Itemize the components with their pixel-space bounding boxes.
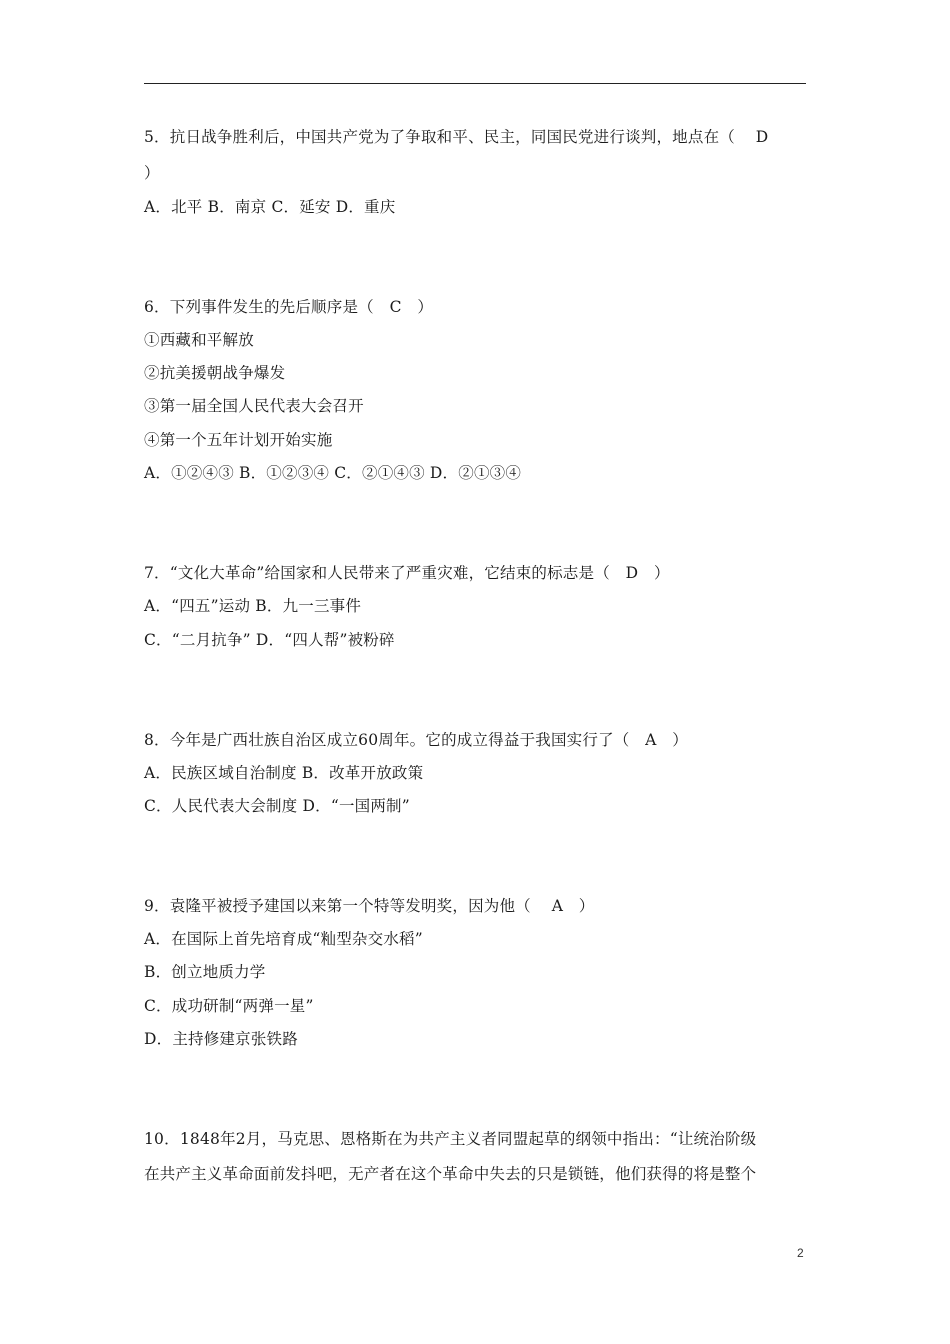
question-9-option-a: A．在国际上首先培育成“籼型杂交水稻” [144, 930, 423, 948]
question-6-item-1: ①西藏和平解放 [144, 331, 254, 349]
question-9-option-c: C．成功研制“两弹一星” [144, 997, 314, 1015]
question-6-item-3: ③第一届全国人民代表大会召开 [144, 397, 364, 415]
question-6-item-2: ②抗美援朝战争爆发 [144, 364, 286, 382]
question-8-options-cd: C．人民代表大会制度 D．“一国两制” [144, 797, 410, 815]
question-6-stem: 6．下列事件发生的先后顺序是（ C ） [144, 298, 434, 316]
question-8-stem: 8．今年是广西壮族自治区成立60周年。它的成立得益于我国实行了（ A ） [144, 731, 688, 749]
question-9-stem: 9．袁隆平被授予建国以来第一个特等发明奖，因为他（ A ） [144, 897, 595, 915]
question-5-stem-line-1: 5．抗日战争胜利后，中国共产党为了争取和平、民主，同国民党进行谈判，地点在（ D [144, 128, 769, 146]
question-5-stem-line-2: ） [144, 164, 160, 182]
page-number: 2 [797, 1246, 804, 1260]
question-7-stem: 7．“文化大革命”给国家和人民带来了严重灾难，它结束的标志是（ D ） [144, 564, 670, 582]
question-7-options-cd: C．“二月抗争” D．“四人帮”被粉碎 [144, 631, 395, 649]
question-10-stem-line-2: 在共产主义革命面前发抖吧，无产者在这个革命中失去的只是锁链，他们获得的将是整个 [144, 1165, 757, 1183]
question-8-options-ab: A．民族区域自治制度 B．改革开放政策 [144, 764, 424, 782]
question-6-options: A．①②④③ B．①②③④ C．②①④③ D．②①③④ [144, 464, 522, 482]
question-7-options-ab: A．“四五”运动 B．九一三事件 [144, 597, 362, 615]
header-rule [144, 83, 806, 84]
question-9-option-d: D．主持修建京张铁路 [144, 1030, 298, 1048]
question-5-options: A．北平 B．南京 C．延安 D．重庆 [144, 198, 396, 216]
question-10-stem-line-1: 10．1848年2月，马克思、恩格斯在为共产主义者同盟起草的纲领中指出：“让统治阶级 [144, 1130, 757, 1148]
question-9-option-b: B．创立地质力学 [144, 963, 266, 981]
question-6-item-4: ④第一个五年计划开始实施 [144, 431, 333, 449]
